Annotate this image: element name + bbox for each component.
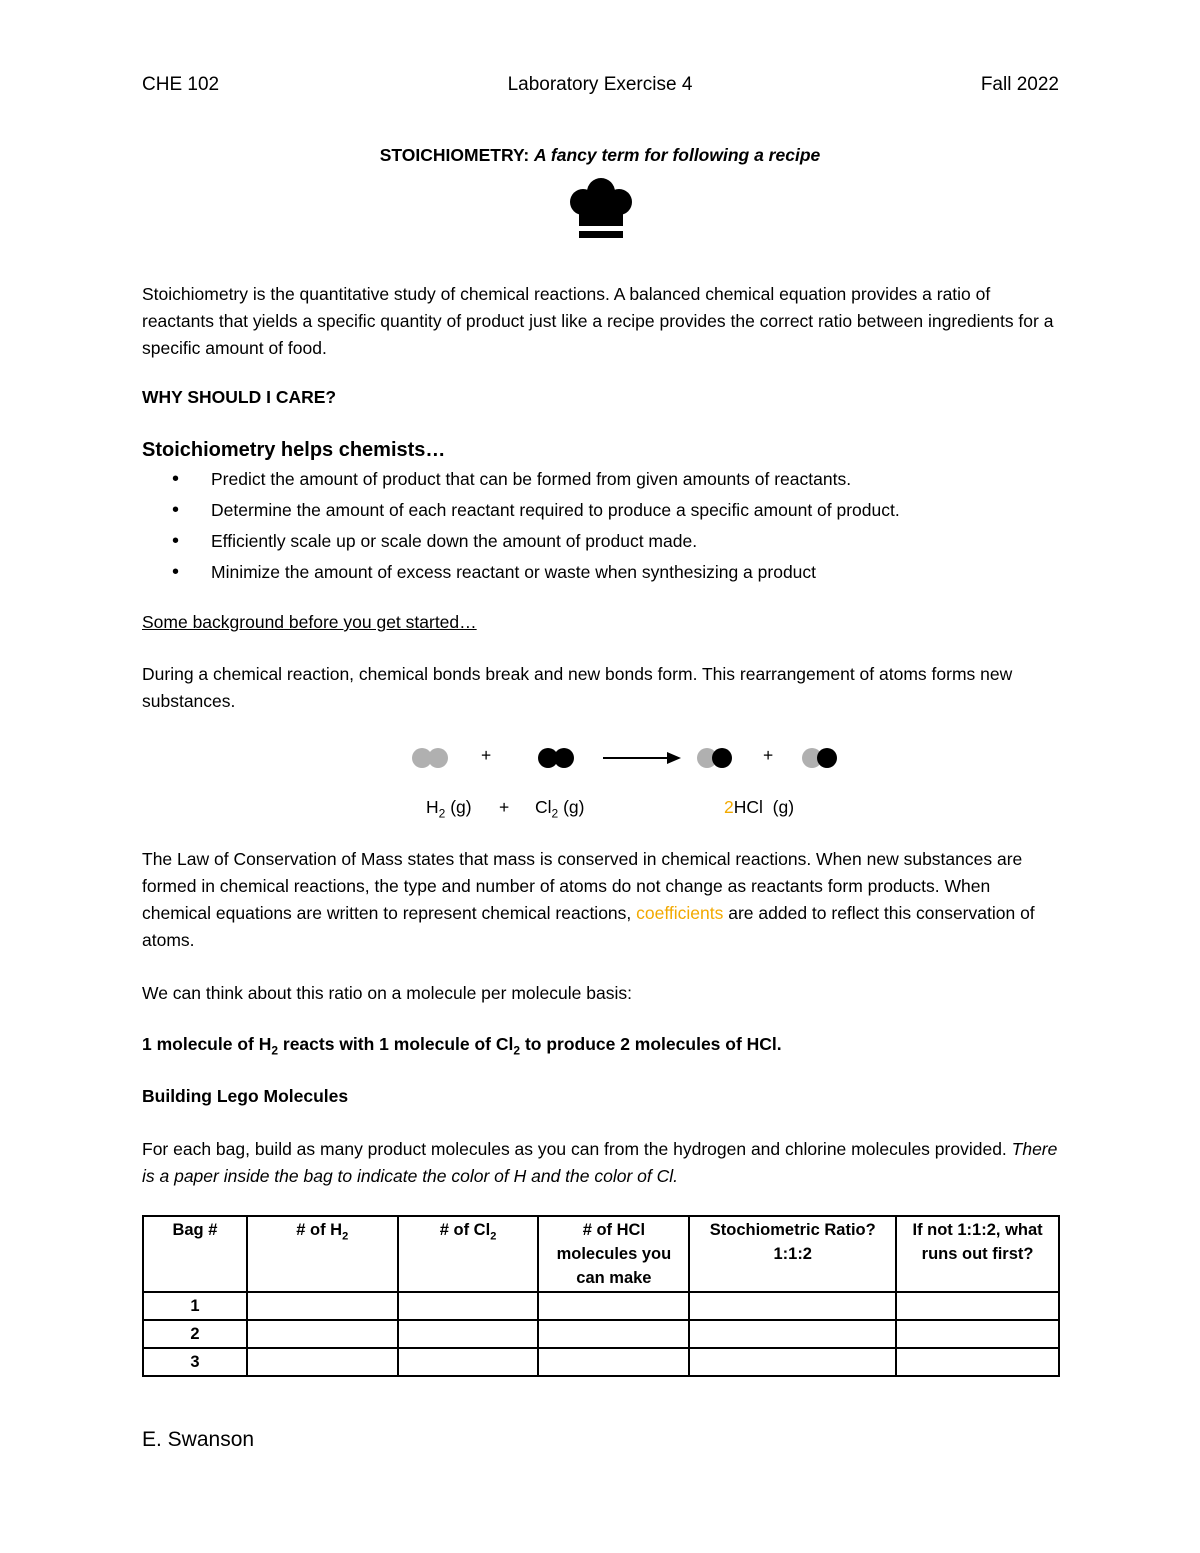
- why-heading: WHY SHOULD I CARE?: [142, 387, 337, 407]
- header-runs-out: If not 1:1:2, what runs out first?: [896, 1216, 1059, 1292]
- equation-hcl: 2HCl (g): [724, 797, 795, 817]
- runs-out-input-cell[interactable]: [896, 1348, 1059, 1376]
- cl2-input-cell[interactable]: [398, 1348, 539, 1376]
- title-main: STOICHIOMETRY:: [379, 145, 530, 165]
- cl-atom: [712, 748, 732, 768]
- page-title: [0, 145, 1200, 166]
- data-table: [142, 1215, 1060, 1377]
- equation-plus: +: [499, 797, 510, 817]
- hcl-input-cell[interactable]: [538, 1292, 689, 1320]
- table-row: [143, 1292, 1059, 1320]
- hcl-input-cell[interactable]: [538, 1348, 689, 1376]
- background-paragraph: During a chemical reaction, chemical bonds break and new bonds form. This rearrangement of atoms forms new substances.: [142, 664, 1013, 711]
- table-header-row: [143, 1216, 1059, 1292]
- law-paragraph: The Law of Conservation of Mass states that mass is conserved in chemical reactions. When new substances are formed in chemical reactions, the type and number of atoms do not change as reactants form products. When chemical equations are written to represent chemical reactions, coefficients are added to reflect this conservation of atoms.: [142, 849, 1035, 950]
- background-heading: Some background before you get started…: [142, 612, 477, 632]
- cl-atom: [817, 748, 837, 768]
- header-ratio: Stochiometric Ratio? 1:1:2: [689, 1216, 896, 1292]
- table-row: [143, 1348, 1059, 1376]
- h-atom: [428, 748, 448, 768]
- intro-paragraph: Stoichiometry is the quantitative study of chemical reactions. A balanced chemical equation provides a ratio of reactants that yields a specific quantity of product just like a recipe provides the correct ratio between ingredients for a specific amount of food.: [142, 284, 1054, 358]
- cl2-input-cell[interactable]: [398, 1320, 539, 1348]
- lego-heading: Building Lego Molecules: [142, 1086, 349, 1106]
- list-item: • Efficiently scale up or scale down the amount of product made.: [172, 526, 1052, 557]
- h2-molecule: [412, 747, 452, 769]
- hcl-molecule: [802, 747, 842, 769]
- helps-heading: Stoichiometry helps chemists…: [142, 439, 446, 461]
- header-cl2: # of $Cl_2$: [398, 1216, 539, 1292]
- list-item: • Determine the amount of each reactant required to produce a specific amount of product.: [172, 495, 1052, 526]
- h2-input-cell[interactable]: [247, 1348, 398, 1376]
- course-code: CHE 102: [142, 74, 220, 95]
- ratio-statement: 1 molecule of $H_2$ reacts with 1 molecule of $Cl_2$ to produce 2 molecules of HCl.: [142, 1034, 782, 1058]
- cl2-molecule: [538, 747, 578, 769]
- plus-sign: +: [763, 745, 774, 765]
- hcl-molecule: [697, 747, 737, 769]
- list-item: • Minimize the amount of excess reactant or waste when synthesizing a product: [172, 557, 1052, 588]
- ratio-input-cell[interactable]: [689, 1292, 896, 1320]
- ratio-input-cell[interactable]: [689, 1348, 896, 1376]
- table-row: [143, 1320, 1059, 1348]
- header-h2: # of $H_2$: [247, 1216, 398, 1292]
- exercise-title: Laboratory Exercise 4: [507, 74, 693, 95]
- cl2-input-cell[interactable]: [398, 1292, 539, 1320]
- equation-h2: $H_2$ (g): [426, 797, 472, 821]
- bag-number: 1: [143, 1292, 247, 1320]
- runs-out-input-cell[interactable]: [896, 1320, 1059, 1348]
- coefficients-highlight: coefficients: [636, 903, 724, 923]
- reaction-arrow-icon: [603, 750, 683, 766]
- coefficient: 2: [724, 797, 734, 817]
- equation-cl2: $Cl_2$ (g): [535, 797, 585, 821]
- title-subtitle: A fancy term for following a recipe: [534, 145, 821, 165]
- hcl-input-cell[interactable]: [538, 1320, 689, 1348]
- plus-sign: +: [481, 745, 492, 765]
- author-footer: E. Swanson: [142, 1428, 255, 1451]
- bag-number: 2: [143, 1320, 247, 1348]
- ratio-input-cell[interactable]: [689, 1320, 896, 1348]
- runs-out-input-cell[interactable]: [896, 1292, 1059, 1320]
- cl-atom: [554, 748, 574, 768]
- ratio-intro: We can think about this ratio on a molecule per molecule basis:: [142, 983, 632, 1003]
- list-item: • Predict the amount of product that can be formed from given amounts of reactants.: [172, 464, 1052, 495]
- bag-number: 3: [143, 1348, 247, 1376]
- header-hcl: # of HCl molecules you can make: [538, 1216, 689, 1292]
- bullet-list: [172, 464, 1052, 588]
- h2-input-cell[interactable]: [247, 1292, 398, 1320]
- header-bag: Bag #: [143, 1216, 247, 1292]
- chef-hat-icon: [569, 178, 633, 240]
- lego-paragraph: For each bag, build as many product molecules as you can from the hydrogen and chlorine molecules provided. There is a paper inside the bag to indicate the color of H and the color of Cl.: [142, 1139, 1058, 1186]
- term: Fall 2022: [980, 74, 1059, 95]
- h2-input-cell[interactable]: [247, 1320, 398, 1348]
